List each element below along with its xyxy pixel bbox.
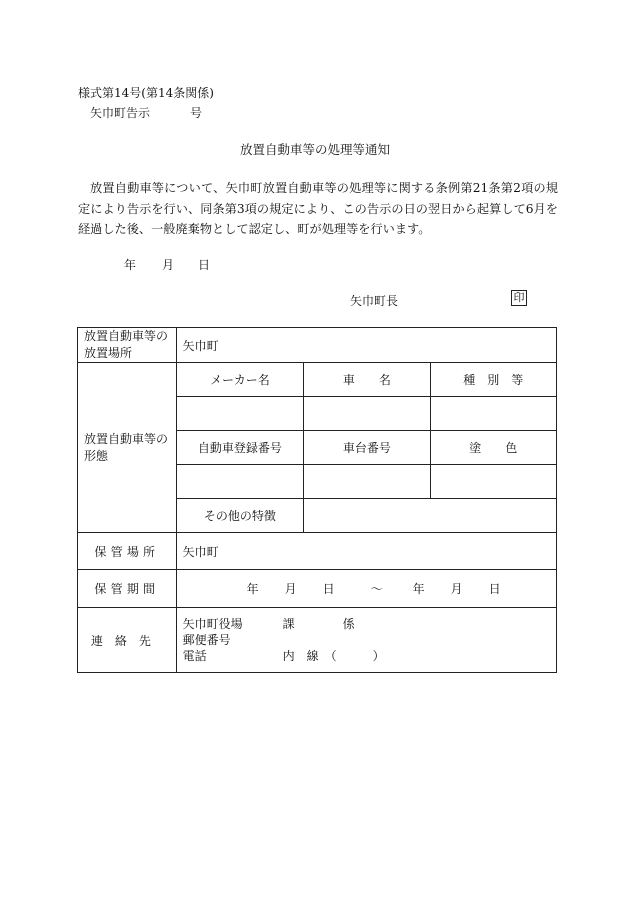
contact-office: 矢巾町役場 [182, 617, 243, 631]
row-storage-place [78, 533, 557, 570]
color-value [430, 465, 556, 499]
period-day-1: 日 [322, 582, 335, 596]
chassis-value [304, 465, 430, 499]
period-day-2: 日 [488, 582, 501, 596]
other-features-value [304, 499, 557, 533]
row-form-header [78, 363, 557, 397]
contact-extension: 内 線 （ ） [282, 649, 385, 663]
period-tilde: ～ [370, 582, 383, 596]
period-year-2: 年 [412, 582, 425, 596]
period-month-1: 月 [284, 582, 297, 596]
registration-label: 自動車登録番号 [176, 431, 304, 465]
storage-period-label: 保管期間 [78, 570, 177, 608]
seal-mark: 印 [511, 290, 527, 306]
issuer-title: 矢巾町長 [350, 294, 399, 308]
notice-number [90, 104, 202, 121]
document-title: 放置自動車等の処理等通知 [239, 142, 390, 157]
type-value [430, 397, 556, 431]
maker-label: メーカー名 [176, 363, 304, 397]
date-day: 日 [198, 258, 211, 272]
storage-place-label: 保管場所 [78, 533, 177, 570]
type-label: 種 別 等 [430, 363, 556, 397]
storage-place-value: 矢巾町 [176, 533, 556, 570]
location-label: 放置自動車等の放置場所 [78, 328, 177, 363]
period-month-2: 月 [450, 582, 463, 596]
contact-section: 課 [282, 617, 295, 631]
period-year-1: 年 [246, 582, 259, 596]
registration-value [176, 465, 304, 499]
row-contact [78, 608, 557, 673]
color-label: 塗 色 [430, 431, 556, 465]
contact-postal: 郵便番号 [182, 633, 231, 647]
form-label: 放置自動車等の形態 [78, 363, 177, 533]
maker-value [176, 397, 304, 431]
contact-label: 連絡先 [78, 608, 177, 673]
contact-phone: 電話 [182, 649, 207, 663]
body-paragraph: 放置自動車等について、矢巾町放置自動車等の処理等に関する条例第21条第2項の規定により告示を行い、同条第3項の規定により、この告示の日の翌日から起算して6月を経過した後、一般廃棄物として認定し、町が処理等を行います。 [78, 181, 558, 236]
car-name-value [304, 397, 430, 431]
date-line [124, 256, 210, 273]
notice-prefix: 矢巾町告示 [90, 106, 151, 120]
chassis-label: 車台番号 [304, 431, 430, 465]
notice-suffix: 号 [190, 106, 203, 120]
car-name-label: 車 名 [304, 363, 430, 397]
other-features-label: その他の特徴 [176, 499, 304, 533]
form-number: 様式第14号(第14条関係) [78, 86, 214, 100]
row-storage-period [78, 570, 557, 608]
storage-period-value [176, 570, 556, 608]
row-location [78, 328, 557, 363]
date-month: 月 [162, 258, 175, 272]
notice-table [77, 327, 557, 673]
contact-value [176, 608, 556, 673]
contact-subsection: 係 [342, 617, 355, 631]
date-year: 年 [124, 258, 137, 272]
location-value: 矢巾町 [176, 328, 556, 363]
